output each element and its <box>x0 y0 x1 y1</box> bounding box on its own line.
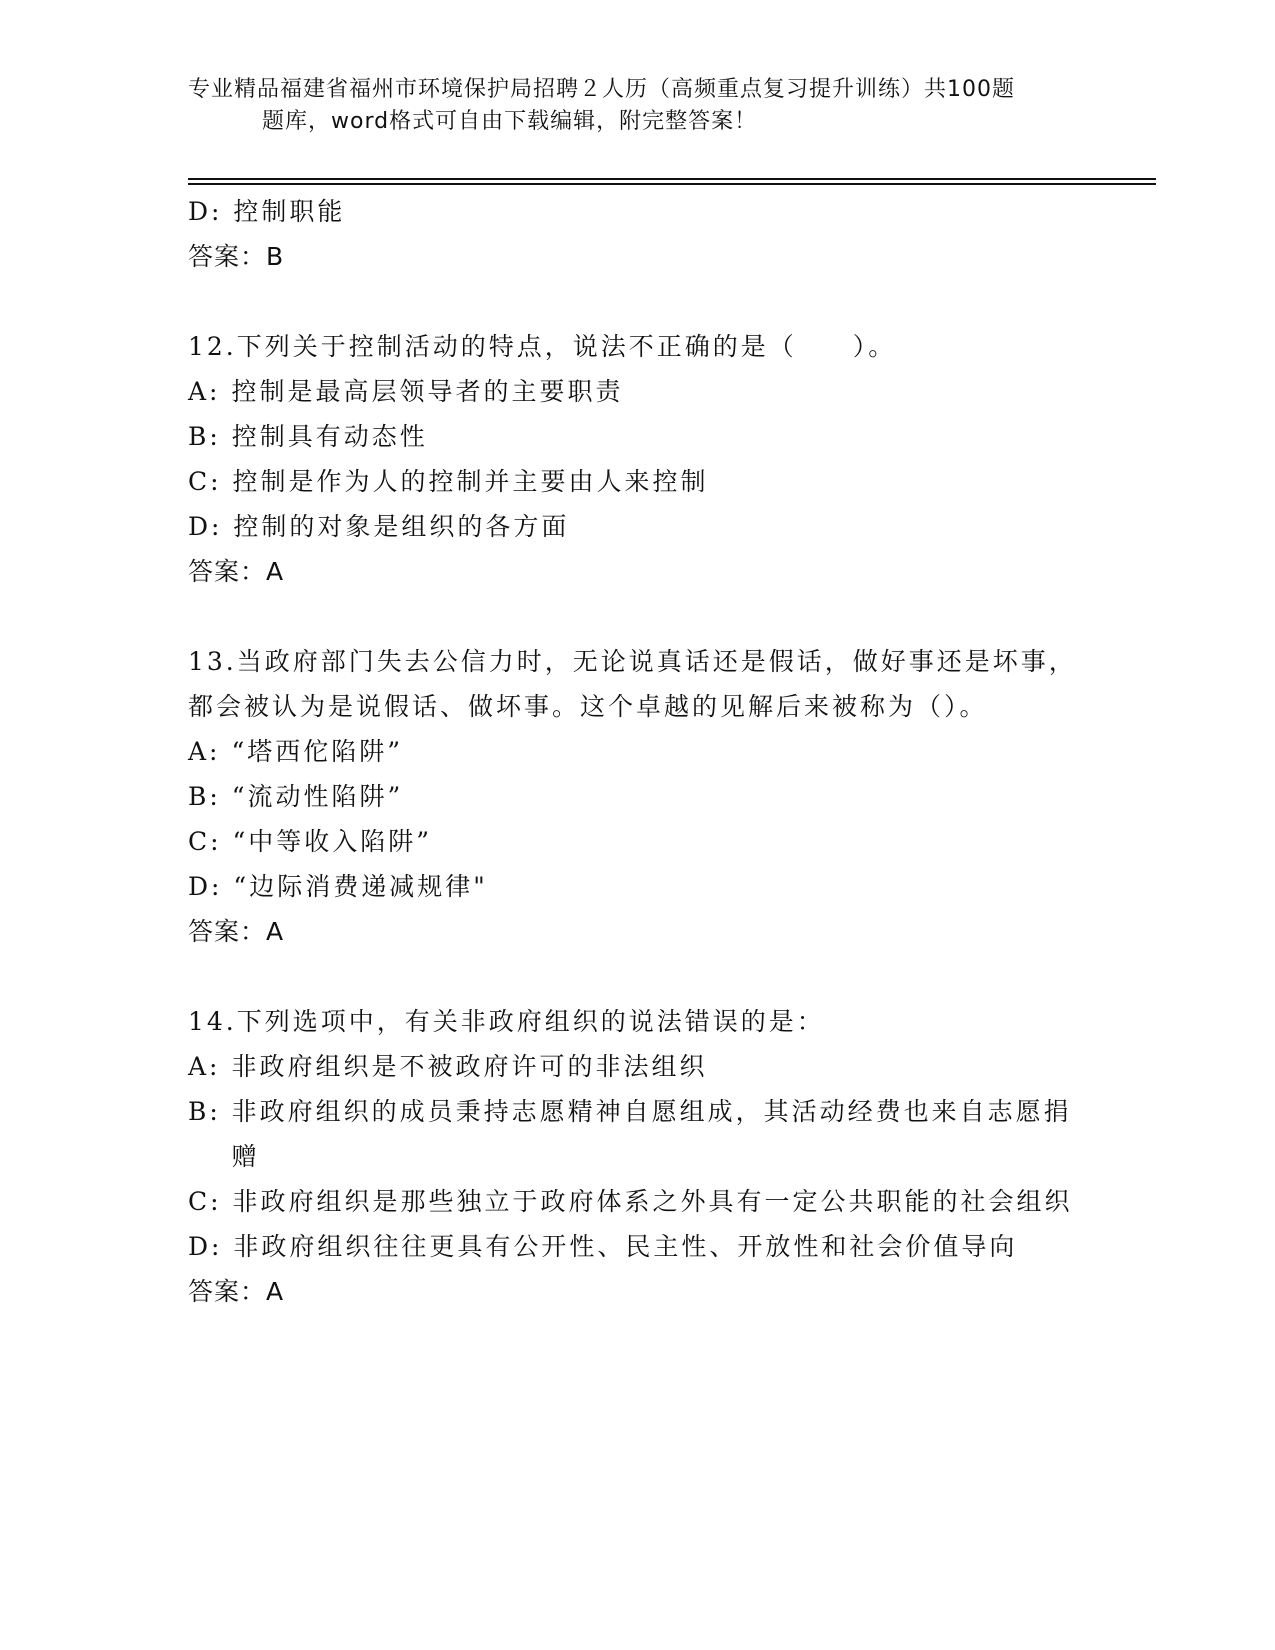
option-key: A: <box>188 377 221 406</box>
question-14-option-b <box>188 1089 1088 1179</box>
option-key: B: <box>188 1097 221 1126</box>
question-12-option-d <box>188 504 1088 549</box>
option-key: D: <box>188 512 223 541</box>
question-13-option-b <box>188 774 1088 819</box>
option-key: D: <box>188 1232 223 1261</box>
spacer <box>188 594 1088 639</box>
option-key: A: <box>188 1052 221 1081</box>
question-12-option-c <box>188 459 1088 504</box>
header-title-line1: 专业精品福建省福州市环境保护局招聘２人历（高频重点复习提升训练）共100题 <box>188 77 1015 102</box>
question-12-option-a <box>188 369 1088 414</box>
option-text: 非政府组织是不被政府许可的非法组织 <box>231 1052 708 1081</box>
header-title-line2: 题库，word格式可自由下载编辑，附完整答案！ <box>262 109 758 134</box>
option-text: “边际消费递减规律" <box>233 872 488 901</box>
option-key: D: <box>188 197 223 226</box>
option-text: 控制职能 <box>233 197 346 226</box>
question-13-stem: 13.当政府部门失去公信力时，无论说真话还是假话，做好事还是坏事，都会被认为是说假话、做坏事。这个卓越的见解后来被称为（）。 <box>188 647 1077 721</box>
option-text: 控制是最高层领导者的主要职责 <box>231 377 624 406</box>
option-text: 非政府组织的成员秉持志愿精神自愿组成，其活动经费也来自志愿捐赠 <box>231 1097 1072 1171</box>
question-14-answer: 答案：A <box>188 1277 285 1306</box>
question-13-option-d <box>188 864 1088 909</box>
option-text: 控制是作为人的控制并主要由人来控制 <box>232 467 709 496</box>
option-key: D: <box>188 872 223 901</box>
page-header <box>188 74 1088 138</box>
option-key: B: <box>188 422 221 451</box>
option-text: “塔西佗陷阱” <box>231 737 403 766</box>
option-text: 非政府组织往往更具有公开性、民主性、开放性和社会价值导向 <box>233 1232 1018 1261</box>
header-rule-thick <box>188 183 1156 185</box>
option-key: C: <box>188 827 222 856</box>
spacer <box>188 954 1088 999</box>
option-text: 控制的对象是组织的各方面 <box>233 512 570 541</box>
answer-prev: 答案：B <box>188 242 285 271</box>
question-14-stem: 14.下列选项中，有关非政府组织的说法错误的是： <box>188 1007 825 1036</box>
question-content <box>188 189 1088 1314</box>
spacer <box>188 279 1088 324</box>
header-rule-thin <box>188 178 1156 180</box>
question-14-option-d <box>188 1224 1088 1269</box>
question-13-option-c <box>188 819 1088 864</box>
question-14-option-a <box>188 1044 1088 1089</box>
option-key: B: <box>188 782 221 811</box>
question-14-option-c <box>188 1179 1088 1224</box>
option-key: C: <box>188 467 222 496</box>
question-12-option-b <box>188 414 1088 459</box>
question-12-stem: 12.下列关于控制活动的特点，说法不正确的是（ ）。 <box>188 332 897 361</box>
option-key: C: <box>188 1187 222 1216</box>
option-d-prev <box>188 189 1088 234</box>
question-13-answer: 答案：A <box>188 917 285 946</box>
option-key: A: <box>188 737 221 766</box>
option-text: “流动性陷阱” <box>231 782 404 811</box>
option-text: 非政府组织是那些独立于政府体系之外具有一定公共职能的社会组织 <box>232 1187 1073 1216</box>
question-13-option-a <box>188 729 1088 774</box>
option-text: “中等收入陷阱” <box>232 827 433 856</box>
option-text: 控制具有动态性 <box>231 422 428 451</box>
question-12-answer: 答案：A <box>188 557 285 586</box>
